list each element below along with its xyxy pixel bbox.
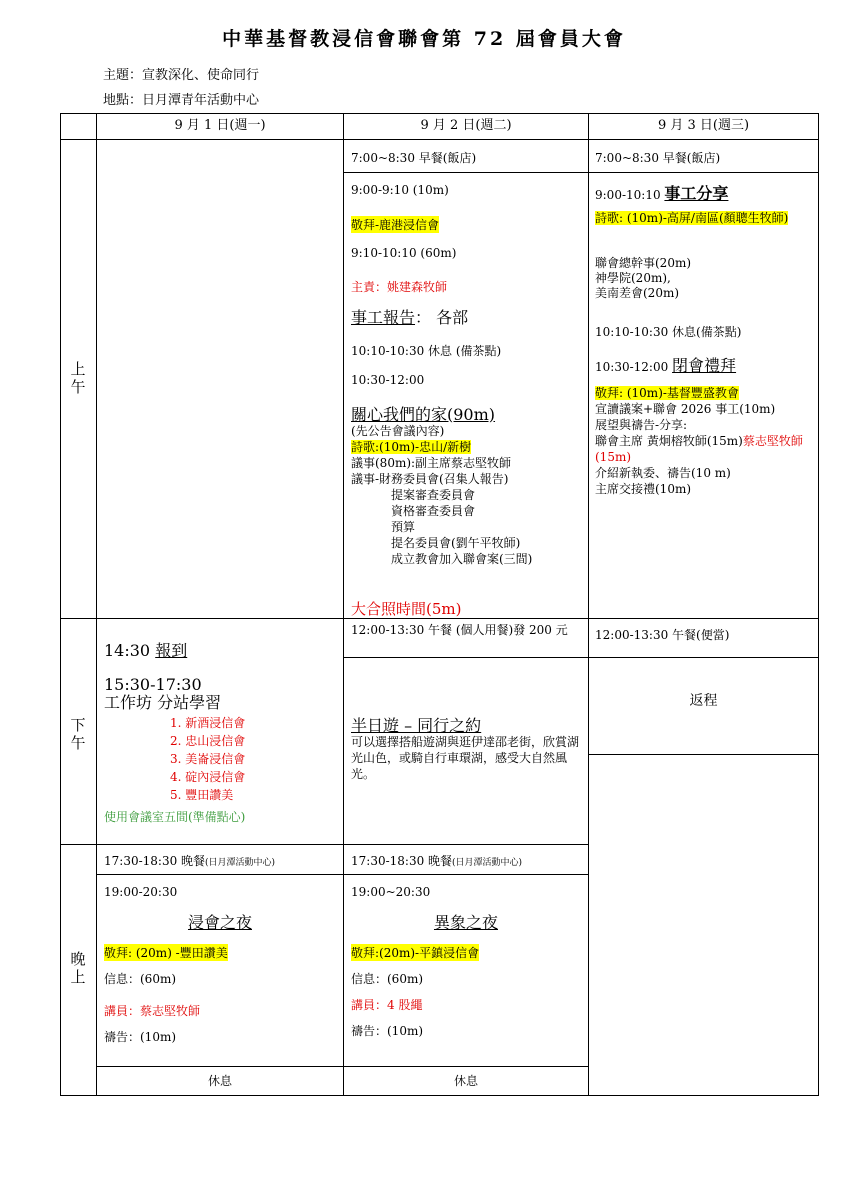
period-morning: 上 午 <box>70 360 86 396</box>
day2-lunch: 12:00-13:30 午餐 (個人用餐)發 200 元 <box>351 623 568 637</box>
day2-photo: 大合照時間(5m) <box>351 600 462 618</box>
day3-breakfast: 7:00~8:30 早餐(飯店) <box>595 151 721 165</box>
day1-eve-worship: 敬拜: (20m) -豐田讚美 <box>104 946 228 960</box>
day2-s1-worship: 敬拜-鹿港浸信會 <box>351 218 440 232</box>
day1-rest: 休息 <box>207 1074 232 1088</box>
day2-eve-speaker: 講員：4 股繩 <box>351 998 423 1012</box>
day1-eve-time: 19:00-20:30 <box>104 885 178 899</box>
day3-s1-lines: 聯會總幹事(20m) 神學院(20m), 美南差會(20m) <box>595 256 692 300</box>
day1-eve-title: 浸會之夜 <box>187 913 252 932</box>
period-afternoon: 下 午 <box>70 716 86 752</box>
day1-registration: 14:30 報到 <box>104 641 188 660</box>
day2-s2-title: 事工報告： 各部 <box>351 308 469 327</box>
day3-return: 返程 <box>689 693 718 709</box>
day2-dinner: 17:30-18:30 晚餐(日月潭活動中心) <box>351 854 523 868</box>
day2-tour-title: 半日遊 – 同行之約 <box>351 716 482 735</box>
day2-s2-chair: 主責：姚建森牧師 <box>351 280 448 294</box>
day2-eve-prayer: 禱告：(10m) <box>351 1024 424 1038</box>
day2-eve-title: 異象之夜 <box>433 913 498 932</box>
day2-s1-time: 9:00-9:10 (10m) <box>351 183 449 197</box>
day2-s3-title: 關心我們的家(90m) <box>351 405 496 424</box>
day1-eve-message: 信息：(60m) <box>104 972 177 986</box>
day1-workshop-list: 1. 新酒浸信會 2. 忠山浸信會 3. 美崙浸信會 4. 碇內浸信會 5. 豐田讚美 <box>170 716 246 802</box>
day2-rest: 休息 <box>453 1074 478 1088</box>
day3-lunch: 12:00-13:30 午餐(便當) <box>595 628 730 642</box>
venue: 地點：日月潭青年活動中心 <box>103 93 260 108</box>
header-day3: 9 月 3 日(週三) <box>657 118 750 133</box>
day3-s1: 9:00-10:10 事工分享 <box>595 184 729 203</box>
day3-s1-song: 詩歌: (10m)-高屏/南區(顏聰生牧師) <box>595 211 789 225</box>
day2-breakfast: 7:00~8:30 早餐(飯店) <box>351 151 477 165</box>
day3-break: 10:10-10:30 休息(備茶點) <box>595 325 742 339</box>
day2-eve-worship: 敬拜:(20m)-平鎮浸信會 <box>351 946 480 960</box>
day2-s2-time: 9:10-10:10 (60m) <box>351 246 457 260</box>
day2-eve-time: 19:00~20:30 <box>351 885 431 899</box>
theme: 主題：宣教深化、使命同行 <box>103 68 260 83</box>
day1-dinner: 17:30-18:30 晚餐(日月潭活動中心) <box>104 854 276 868</box>
day1-eve-prayer: 禱告：(10m) <box>104 1030 177 1044</box>
day2-break: 10:10-10:30 休息 (備茶點) <box>351 344 502 358</box>
day2-eve-message: 信息：(60m) <box>351 972 424 986</box>
page-title: 中華基督教浸信會聯會第 72 屆會員大會 <box>222 28 626 50</box>
period-evening: 晚 上 <box>70 950 86 986</box>
day3-s2: 10:30-12:00 閉會禮拜 <box>595 356 737 375</box>
day2-s3-time: 10:30-12:00 <box>351 373 425 387</box>
day1-workshop: 15:30-17:30 工作坊 分站學習 <box>104 675 222 712</box>
header-day2: 9 月 2 日(週二) <box>420 118 512 133</box>
header-day1: 9 月 1 日(週一) <box>174 118 266 133</box>
day1-eve-speaker: 講員：蔡志堅牧師 <box>104 1004 201 1018</box>
day2-tour-desc: 可以選擇搭船遊湖與逛伊達邵老街，欣賞湖光山色，或騎自行車環湖，感受大自然風光。 <box>351 735 580 781</box>
day3-s2-details: 敬拜: (10m)-基督豐盛教會 宣讀議案+聯會 2026 事工(10m) 展望與禱告-分享: 聯會主席 黃炯榕牧師(15m)蔡志堅牧師(15m) 介紹新執委、禱告(10 m) 主席交接禮(10m) <box>595 386 803 496</box>
day1-workshop-note: 使用會議室五間(準備點心) <box>104 810 246 824</box>
day2-s3-details: (先公告會議內容) 詩歌:(10m)-忠山/新樹 議事(80m):副主席蔡志堅牧師 議事-財務委員會(召集人報告) 提案審查委員會 資格審查委員會 預算 提名委員會(劉午平牧師) 成立教會加入聯會案(三間) <box>351 424 533 566</box>
